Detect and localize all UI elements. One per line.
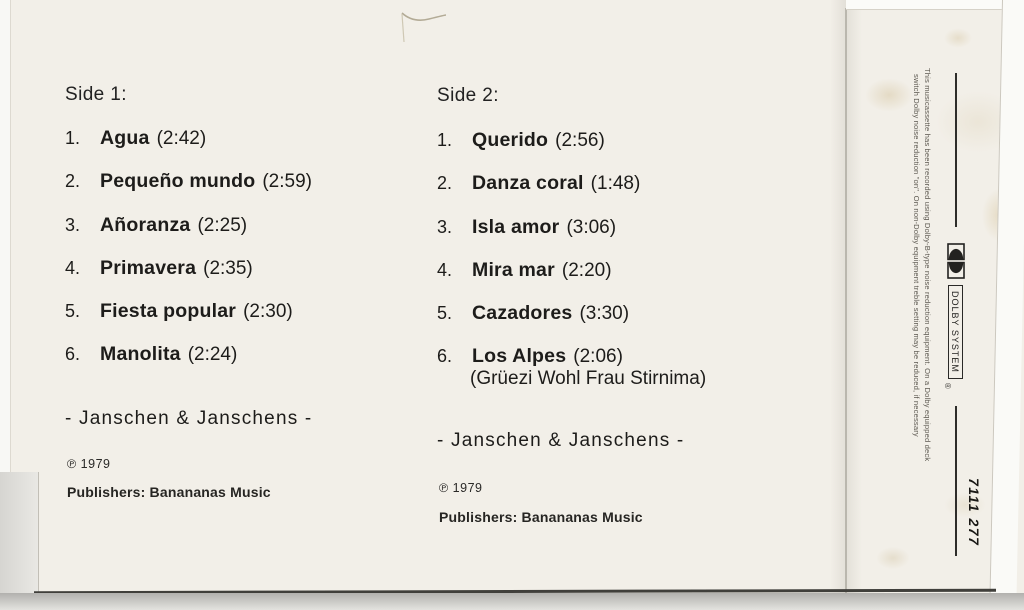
- track-time: (3:06): [566, 217, 617, 238]
- track-number: 2.: [65, 171, 81, 191]
- track-title: Mira mar: [472, 259, 555, 281]
- track-title: Danza coral: [472, 172, 584, 194]
- track-time: (2:30): [243, 301, 293, 322]
- track-row: [65, 214, 247, 237]
- track-row: [65, 343, 237, 366]
- track-title: Pequeño mundo: [100, 170, 256, 192]
- dolby-double-d-icon: [947, 243, 965, 279]
- scan-background-right: [989, 0, 1024, 610]
- dolby-notice: [911, 68, 932, 461]
- track-subtitle: (Grüezi Wohl Frau Stirnima): [470, 368, 707, 389]
- track-number: 3.: [437, 217, 453, 237]
- publishers-line: Publishers: Banananas Music: [439, 509, 643, 525]
- track-time: (2:59): [262, 171, 312, 192]
- scan-background-bottom: [0, 593, 1024, 610]
- track-time: (2:06): [573, 346, 623, 367]
- track-title: Isla amor: [472, 216, 560, 238]
- artist-credit: - Janschen & Janschens -: [65, 408, 313, 429]
- track-number: 6.: [65, 344, 81, 364]
- track-time: (1:48): [590, 173, 641, 194]
- dolby-notice-line2: switch Dolby noise reduction "on". On non-Dolby equipment treble setting may be reduced, if necessary: [912, 74, 922, 437]
- track-row: [437, 302, 629, 325]
- track-row: [65, 127, 206, 150]
- track-time: (2:56): [555, 130, 605, 151]
- phonogram-year: ℗ 1979: [67, 457, 111, 471]
- spine-rule-left: [955, 73, 957, 227]
- track-row: [65, 170, 312, 193]
- track-number: 4.: [437, 260, 453, 280]
- track-number: 4.: [65, 258, 81, 278]
- track-time: (2:35): [203, 258, 253, 279]
- track-time: (3:30): [579, 303, 630, 324]
- side1-panel: [65, 0, 435, 610]
- track-number: 5.: [65, 301, 81, 321]
- registered-mark: ®: [943, 382, 952, 389]
- spine-strip: [845, 0, 985, 610]
- track-time: (2:42): [156, 128, 207, 149]
- track-row: [437, 129, 605, 152]
- track-row: [437, 216, 616, 239]
- side1-header: Side 1:: [65, 84, 127, 105]
- track-time: (2:20): [561, 260, 612, 281]
- track-number: 6.: [437, 346, 453, 366]
- track-time: (2:24): [187, 344, 238, 365]
- track-row: [65, 257, 253, 280]
- track-title: Añoranza: [100, 214, 191, 236]
- track-title: Manolita: [100, 343, 181, 365]
- track-number: 5.: [437, 303, 453, 323]
- phonogram-year: ℗ 1979: [439, 481, 483, 495]
- artist-credit: - Janschen & Janschens -: [437, 430, 685, 451]
- publishers-line: Publishers: Banananas Music: [67, 484, 271, 500]
- dolby-notice-line1: This musicassette has been recorded using Dolby-B-type noise reduction equipment. On a Dolby equipped deck: [923, 68, 932, 462]
- track-number: 1.: [437, 130, 453, 150]
- catalog-number: 7111 277: [966, 478, 982, 547]
- track-title: Fiesta popular: [100, 300, 237, 322]
- fold-crease-line: [845, 8, 847, 608]
- card-notch-crease: [393, 6, 457, 50]
- track-row: [437, 172, 640, 195]
- track-title: Cazadores: [472, 302, 573, 324]
- track-title: Primavera: [100, 257, 197, 279]
- track-row: [437, 345, 623, 368]
- track-title: Querido: [472, 129, 549, 151]
- spine-rule-right: [955, 406, 957, 556]
- side2-panel: [437, 0, 817, 610]
- track-number: 2.: [437, 173, 453, 193]
- dolby-system-badge: DOLBY SYSTEM: [949, 285, 964, 379]
- track-row: [65, 300, 293, 323]
- track-number: 3.: [65, 215, 81, 235]
- track-row: [437, 259, 612, 282]
- scan-background-bottom-left: [0, 472, 39, 610]
- track-number: 1.: [65, 128, 81, 148]
- track-title: Los Alpes: [472, 345, 567, 367]
- card-top-edge: [846, 0, 1024, 10]
- track-time: (2:25): [197, 215, 248, 236]
- side2-header: Side 2:: [437, 85, 499, 106]
- track-title: Agua: [100, 127, 150, 149]
